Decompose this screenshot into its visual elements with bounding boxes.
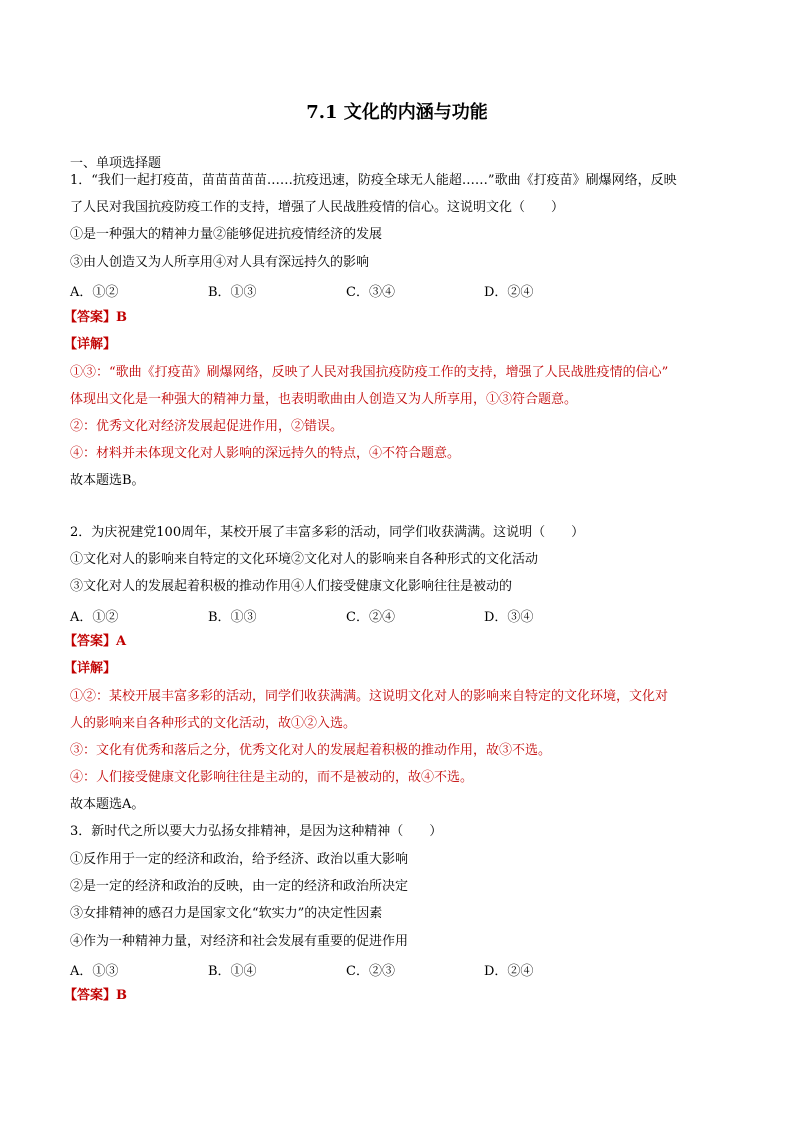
question-3-item-4: ④作为一种精神力量，对经济和社会发展有重要的促进作用	[70, 934, 409, 949]
question-1-analysis-1: ①③：“歌曲《打疫苗》刷爆网络，反映了人民对我国抗疫防疫工作的支持，增强了人民战胜疫情的信心”	[70, 365, 669, 380]
section-heading: 一、单项选择题	[70, 156, 162, 171]
question-2-stem-1: 2．为庆祝建党100周年，某校开展了丰富多彩的活动，同学们收获满满。这说明（ ）	[70, 525, 585, 540]
question-2-analysis-3: ③：文化有优秀和落后之分，优秀文化对人的发展起着积极的推动作用，故③不选。	[70, 743, 552, 758]
question-1-item-1: ①是一种强大的精神力量②能够促进抗疫情经济的发展	[70, 227, 383, 242]
question-2-option-a: A．①②	[70, 610, 119, 625]
question-2-analysis-1: ①②：某校开展丰富多彩的活动，同学们收获满满。这说明文化对人的影响来自特定的文化环境，文化对	[70, 689, 669, 704]
question-2-conclusion: 故本题选A。	[70, 797, 145, 812]
question-3-option-b: B．①④	[208, 964, 257, 979]
question-3-option-d: D．②④	[484, 964, 534, 979]
question-1-option-b: B．①③	[208, 285, 257, 300]
page-title: 7.1 文化的内涵与功能	[306, 102, 488, 123]
question-1-analysis-4: ④：材料并未体现文化对人影响的深远持久的特点，④不符合题意。	[70, 446, 461, 461]
question-1-answer: 【答案】B	[64, 310, 127, 325]
question-1-option-a: A．①②	[70, 285, 119, 300]
question-2-item-1: ①文化对人的影响来自特定的文化环境②文化对人的影响来自各种形式的文化活动	[70, 552, 539, 567]
question-1-analysis-2: 体现出文化是一种强大的精神力量，也表明歌曲由人创造又为人所享用，①③符合题意。	[70, 392, 578, 407]
question-2-detail-label: 【详解】	[64, 661, 117, 676]
question-3-option-c: C．②③	[346, 964, 395, 979]
question-2-item-2: ③文化对人的发展起着积极的推动作用④人们接受健康文化影响往往是被动的	[70, 579, 513, 594]
question-1-option-c: C．③④	[346, 285, 395, 300]
question-2-analysis-2: 人的影响来自各种形式的文化活动，故①②入选。	[70, 716, 357, 731]
question-1-detail-label: 【详解】	[64, 337, 117, 352]
question-2-answer: 【答案】A	[64, 634, 127, 649]
question-3-stem-1: 3．新时代之所以要大力弘扬女排精神，是因为这种精神（ ）	[70, 824, 443, 839]
question-3-item-3: ③女排精神的感召力是国家文化“软实力”的决定性因素	[70, 906, 383, 921]
question-1-analysis-3: ②：优秀文化对经济发展起促进作用，②错误。	[70, 419, 344, 434]
question-2-option-d: D．③④	[484, 610, 534, 625]
question-3-item-1: ①反作用于一定的经济和政治，给予经济、政治以重大影响	[70, 852, 409, 867]
question-3-answer: 【答案】B	[64, 988, 127, 1003]
question-1-stem-2: 了人民对我国抗疫防疫工作的支持，增强了人民战胜疫情的信心。这说明文化（ ）	[70, 200, 565, 215]
question-1-option-d: D．②④	[484, 285, 534, 300]
question-1-conclusion: 故本题选B。	[70, 473, 145, 488]
question-3-item-2: ②是一定的经济和政治的反映，由一定的经济和政治所决定	[70, 879, 409, 894]
question-2-analysis-4: ④：人们接受健康文化影响往往是主动的，而不是被动的，故④不选。	[70, 770, 474, 785]
question-3-option-a: A．①③	[70, 964, 119, 979]
question-1-item-2: ③由人创造又为人所享用④对人具有深远持久的影响	[70, 255, 370, 270]
question-2-option-b: B．①③	[208, 610, 257, 625]
question-2-option-c: C．②④	[346, 610, 395, 625]
question-1-stem-1: 1．“我们一起打疫苗，苗苗苗苗苗……抗疫迅速，防疫全球无人能超……”歌曲《打疫苗》刷爆网络，反映	[70, 173, 677, 188]
